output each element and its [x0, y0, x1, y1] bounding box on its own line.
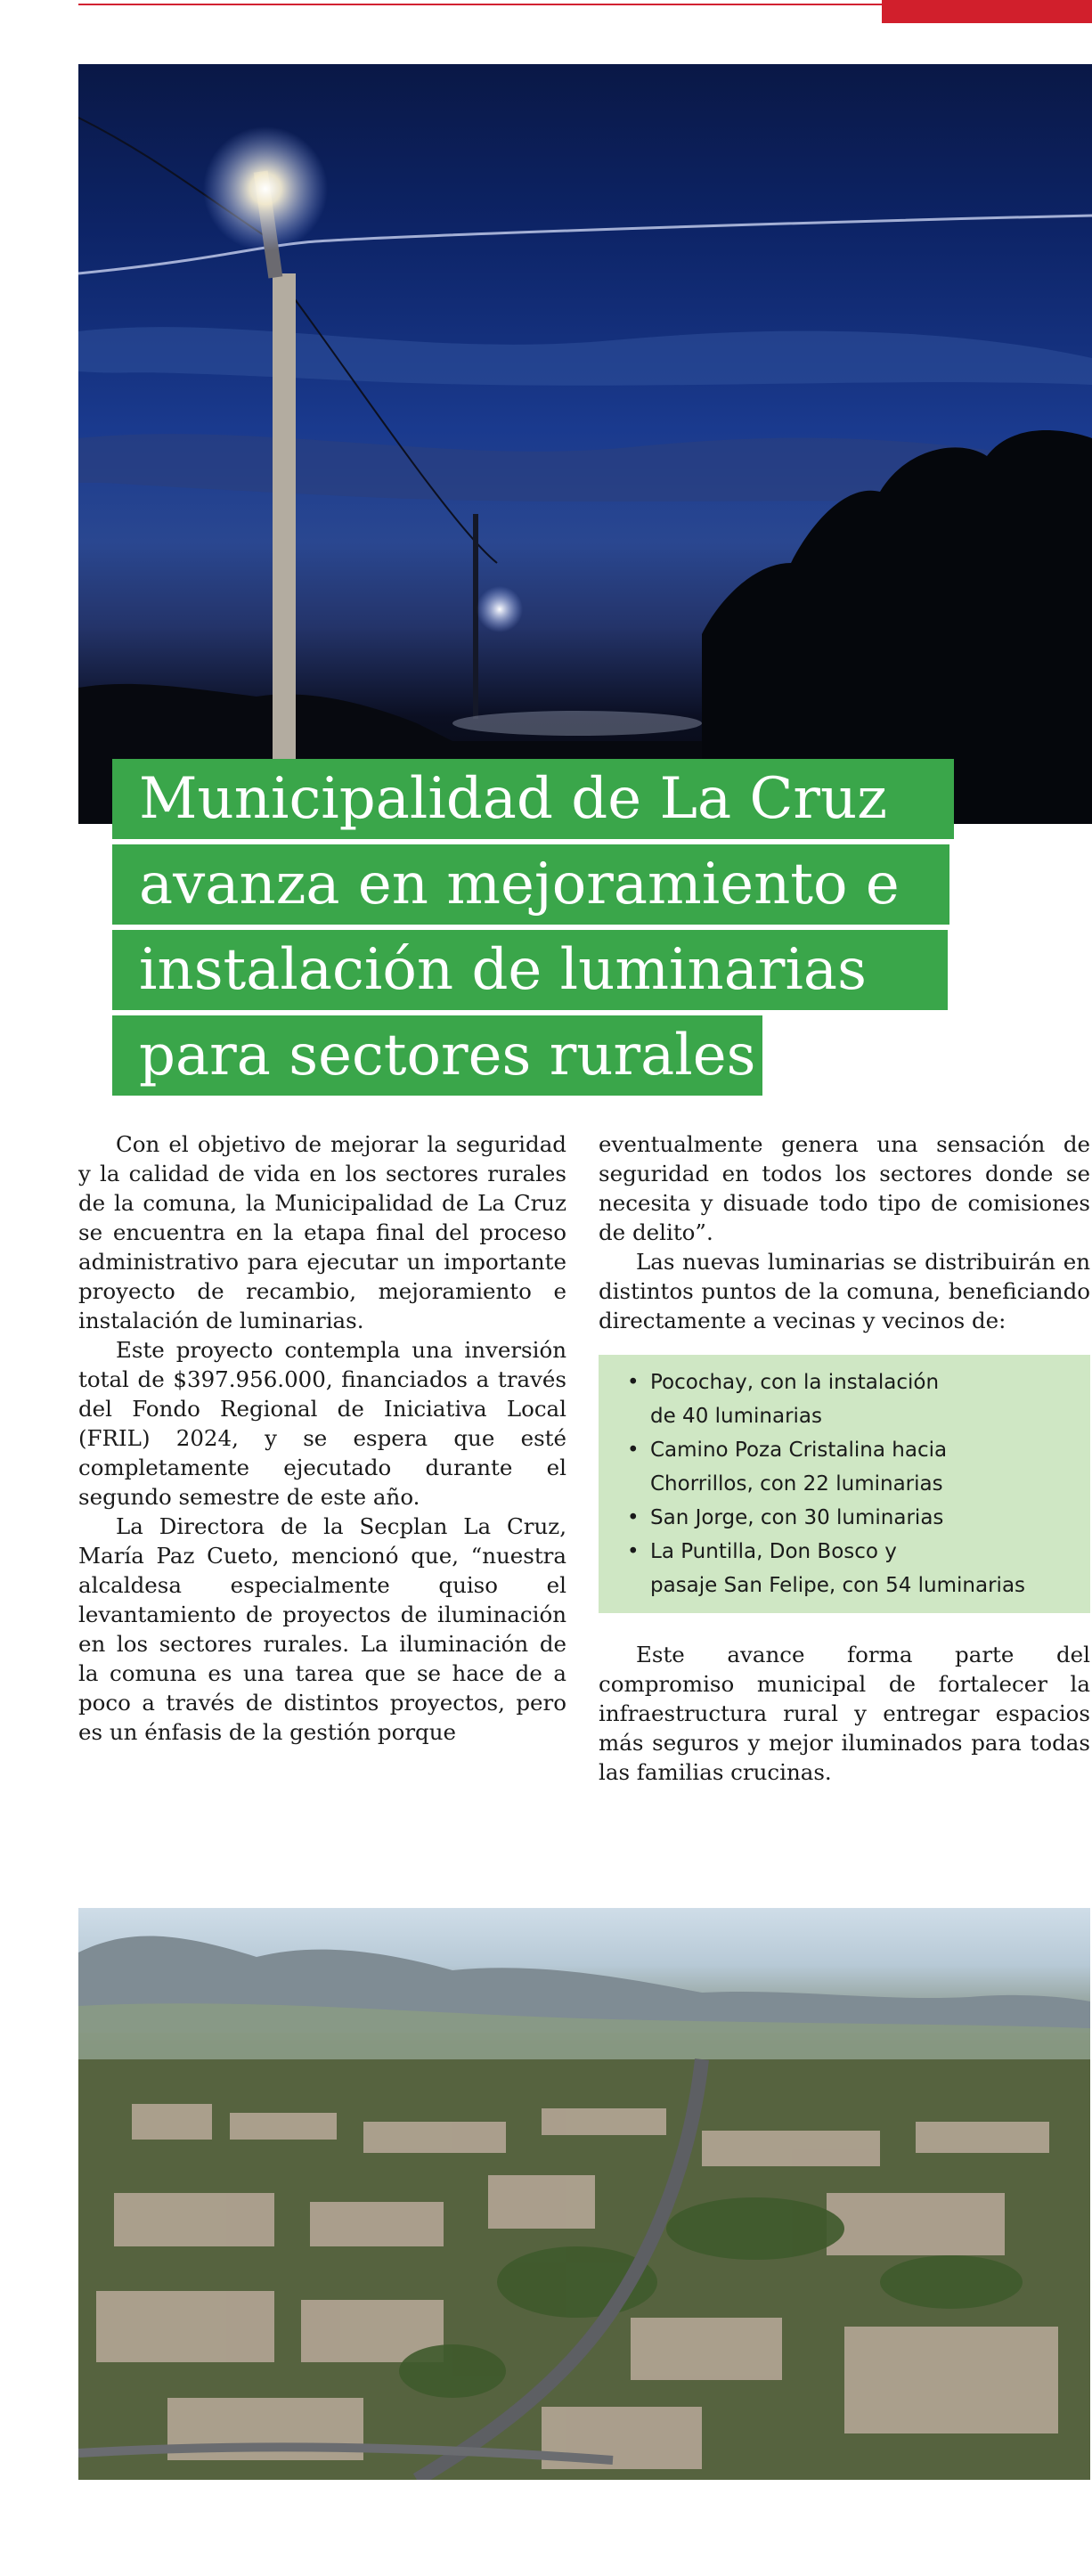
list-item — [623, 1535, 1080, 1602]
list-item-line: Pocochay, con la instalación — [650, 1371, 940, 1394]
list-item-line: San Jorge, con 30 luminarias — [650, 1506, 944, 1529]
list-item-line: pasaje San Felipe, con 54 luminarias — [650, 1574, 1026, 1597]
headline-line-2: avanza en mejoramiento e — [112, 844, 949, 925]
paragraph: eventualmente genera una sensación de seguridad en todos los sectores donde se necesita y disuade todo tipo de comisiones de delito”. — [599, 1131, 1090, 1245]
article-column-left — [78, 1129, 566, 1747]
list-item-line: de 40 luminarias — [650, 1405, 822, 1428]
list-item-line: Chorrillos, con 22 luminarias — [650, 1472, 943, 1496]
locations-list — [623, 1365, 1080, 1602]
aerial-photo-town — [78, 1908, 1090, 2480]
top-rule — [78, 4, 882, 5]
headline-line-4: para sectores rurales — [112, 1015, 762, 1096]
headline-line-1: Municipalidad de La Cruz — [112, 759, 954, 839]
list-item-line: La Puntilla, Don Bosco y — [650, 1540, 897, 1563]
locations-box — [599, 1355, 1090, 1613]
section-tab — [882, 0, 1092, 23]
paragraph: Este avance forma parte del compromiso municipal de fortalecer la infraestructura rural y entregar espacios más seguros y mejor iluminados para todas las familias crucinas. — [599, 1642, 1090, 1785]
list-item-line: Camino Poza Cristalina hacia — [650, 1439, 948, 1462]
article-column-right — [599, 1129, 1090, 1787]
paragraph: Con el objetivo de mejorar la seguridad y la calidad de vida en los sectores rurales de la comuna, la Municipalidad de La Cruz se encuentra en la etapa final del proceso administrativo para ejecutar un importante proyecto de recambio, mejoramiento e instalación de luminarias. — [78, 1131, 566, 1333]
paragraph: Este proyecto contempla una inversión total de $397.956.000, financiados a través del Fondo Regional de Iniciativa Local (FRIL) 2024, y se espera que esté completamente ejecutado durante el segundo semestre de este año. — [78, 1337, 566, 1510]
list-item — [623, 1501, 1080, 1535]
list-item — [623, 1433, 1080, 1501]
headline-line-3: instalación de luminarias — [112, 930, 948, 1010]
paragraph: La Directora de la Secplan La Cruz, María Paz Cueto, mencionó que, “nuestra alcaldesa especialmente quiso el levantamiento de proyectos de iluminación en los sectores rurales. La iluminación de la comuna es una tarea que se hace de a poco a través de distintos proyectos, pero es un énfasis de la gestión porque — [78, 1513, 566, 1745]
hero-photo-streetlight — [78, 64, 1092, 824]
list-item — [623, 1365, 1080, 1433]
paragraph: Las nuevas luminarias se distribuirán en distintos puntos de la comuna, beneficiando directamente a vecinas y vecinos de: — [599, 1249, 1090, 1333]
